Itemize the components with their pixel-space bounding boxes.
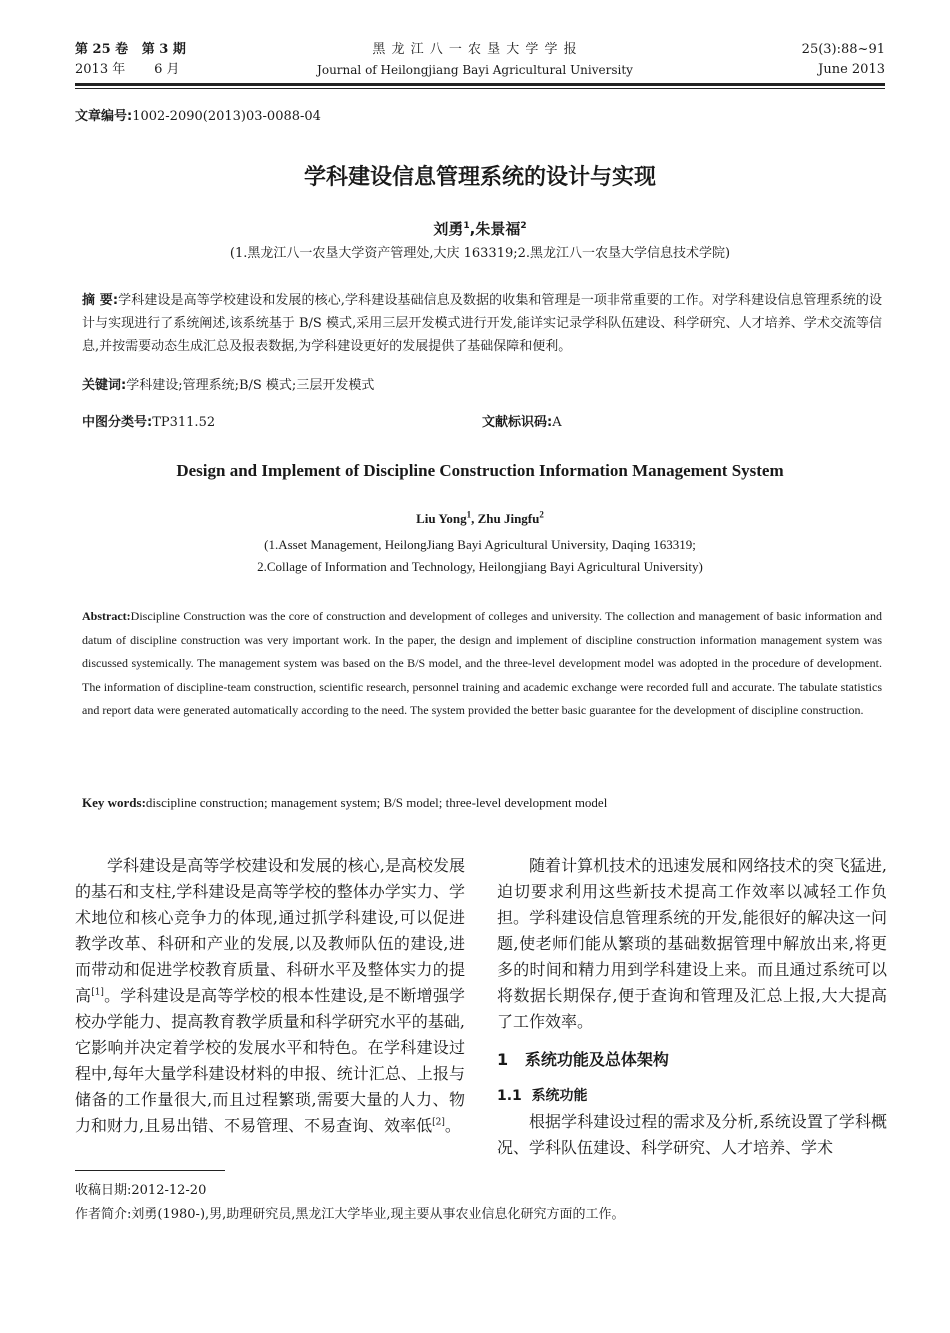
body-left-text-3: 。: [444, 1116, 461, 1135]
author-bio-label: 作者简介:: [75, 1207, 132, 1222]
authors-cn: [75, 218, 885, 239]
header-month: 6 月: [154, 62, 180, 77]
subsection-number: 1.1: [497, 1088, 522, 1104]
author-en-2: Zhu Jingfu: [477, 511, 540, 526]
body-left-column: [75, 853, 465, 1139]
title-cn: 学科建设信息管理系统的设计与实现: [303, 165, 656, 190]
author-cn-2: 朱景福: [475, 220, 521, 238]
author-en-2-affil: 2: [539, 509, 544, 520]
abstract-en-label: Abstract:: [82, 609, 131, 623]
clc-value: TP311.52: [152, 415, 216, 430]
article-number-label: 文章编号:: [75, 109, 133, 124]
header-date-en: June 2013: [818, 62, 885, 77]
header-issue: 第 3 期: [141, 42, 186, 57]
received-date: 2012-12-20: [131, 1183, 207, 1198]
affiliation-en-line1: (1.Asset Management, HeilongJiang Bayi Agricultural University, Daqing 163319;: [264, 537, 696, 552]
subsection-heading-1-1: [497, 1083, 887, 1109]
keywords-cn: [82, 374, 374, 393]
author-cn-sep: ,: [469, 220, 476, 238]
header-year: 2013 年: [75, 62, 126, 77]
section-number: 1: [497, 1050, 509, 1069]
abstract-cn-label: 摘 要:: [82, 293, 119, 308]
clc-label: 中图分类号:: [82, 415, 153, 430]
abstract-en-text: Discipline Construction was the core of construction and development of colleges and university. The collection and management of basic information and datum of discipline construction was very important work. In the paper, the design and implement of discipline construction information management system was discussed systemically. The management system was based on the B/S model, and the three-level development model was adopted in the procedure of development. The information of discipline-team construction, scientific research, personnel training and academic exchange were recorded full and accurate. The tabulate statistics and report data were generated automatically according to the need. The system provided the better basic guarantee for the development of discipline construction.: [82, 609, 882, 717]
keywords-en: [82, 795, 607, 811]
document-code-label: 文献标识码:: [482, 415, 553, 430]
author-bio-text: 刘勇(1980-),男,助理研究员,黑龙江大学毕业,现主要从事农业信息化研究方面的工作。: [131, 1207, 625, 1222]
author-cn-2-affil: 2: [520, 221, 527, 231]
keywords-cn-label: 关键词:: [82, 378, 127, 393]
keywords-cn-text: 学科建设;管理系统;B/S 模式;三层开发模式: [126, 378, 375, 393]
title-en: Design and Implement of Discipline Construction Information Management System: [176, 461, 784, 480]
author-en-sep: ,: [471, 511, 478, 526]
header-rule-thick: [75, 83, 885, 86]
footnote-received: [75, 1180, 206, 1202]
body-right-column: [497, 853, 887, 1161]
article-number: [75, 105, 321, 124]
abstract-en: [82, 605, 882, 723]
section-title: 系统功能及总体架构: [524, 1050, 669, 1069]
footnote-author-bio: [75, 1204, 885, 1226]
header-pages: 25(3):88~91: [801, 42, 885, 57]
header-journal-cn: 黑 龙 江 八 一 农 垦 大 学 学 报: [372, 42, 578, 57]
header-journal-en: Journal of Heilongjiang Bayi Agricultural University: [317, 63, 633, 77]
body-left-text-2: 。学科建设是高等学校的根本性建设,是不断增强学校办学能力、提高教育教学质量和科学研究水平的基础,它影响并决定着学校的发展水平和特色。在学科建设过程中,每年大量学科建设材料的申报、统计汇总、上报与储备的工作量很大,而且过程繁琐,需要大量的人力、物力和财力,且易出错、不易管理、不易查询、效率低: [75, 986, 465, 1135]
keywords-en-text: discipline construction; management system; B/S model; three-level development model: [145, 795, 608, 810]
citation-ref-2: [2]: [432, 1117, 445, 1128]
header-rule-thin: [75, 88, 885, 89]
affiliation-cn: (1.黑龙江八一农垦大学资产管理处,大庆 163319;2.黑龙江八一农垦大学信息技术学院): [229, 246, 731, 261]
footnote-rule: [75, 1170, 225, 1171]
author-en-1-affil: 1: [466, 509, 472, 520]
body-paragraph: [75, 853, 465, 1139]
affiliation-en-line2: 2.Collage of Information and Technology, Heilongjiang Bayi Agricultural University): [257, 559, 703, 574]
body-paragraph: 根据学科建设过程的需求及分析,系统设置了学科概况、学科队伍建设、科学研究、人才培养、学术: [497, 1112, 887, 1157]
header-volume-issue: [75, 40, 186, 60]
author-en-1: Liu Yong: [416, 511, 467, 526]
section-heading-1: [497, 1047, 887, 1073]
article-number-value: 1002-2090(2013)03-0088-04: [132, 109, 321, 124]
abstract-cn: [82, 289, 882, 358]
subsection-title: 系统功能: [531, 1088, 588, 1104]
received-label: 收稿日期:: [75, 1183, 132, 1198]
body-left-text-1: 学科建设是高等学校建设和发展的核心,是高校发展的基石和支柱,学科建设是高等学校的整体办学实力、学术地位和核心竞争力的体现,通过抓学科建设,可以促进教学改革、科研和产业的发展,以及教师队伍的建设,进而带动和促进学校教育质量、科研水平及整体实力的提高: [75, 856, 465, 1005]
citation-ref-1: [1]: [91, 987, 104, 998]
author-cn-1-affil: 1: [463, 221, 470, 231]
document-code-value: A: [552, 415, 562, 430]
header-volume: 第 25 卷: [75, 42, 129, 57]
header-year-month: [75, 60, 180, 80]
body-paragraph: 随着计算机技术的迅速发展和网络技术的突飞猛进,迫切要求利用这些新技术提高工作效率以减轻工作负担。学科建设信息管理系统的开发,能很好的解决这一问题,使老师们能从繁琐的基础数据管理中解放出来,将更多的时间和精力用到学科建设上来。而且通过系统可以将数据长期保存,便于查询和管理及汇总上报,大大提高了工作效率。: [497, 856, 887, 1031]
authors-en: [75, 511, 885, 527]
abstract-cn-text: 学科建设是高等学校建设和发展的核心,学科建设基础信息及数据的收集和管理是一项非常重要的工作。对学科建设信息管理系统的设计与实现进行了系统阐述,该系统基于 B/S 模式,采用三层开发模式进行开发,能详实记录学科队伍建设、科学研究、人才培养、学术交流等信息,并按需要动态生成汇总及报表数据,为学科建设更好的发展提供了基础保障和便利。: [82, 293, 882, 354]
clc-number: [82, 411, 215, 430]
document-code: [482, 411, 562, 430]
keywords-en-label: Key words:: [82, 795, 146, 810]
author-cn-1: 刘勇: [433, 220, 464, 238]
